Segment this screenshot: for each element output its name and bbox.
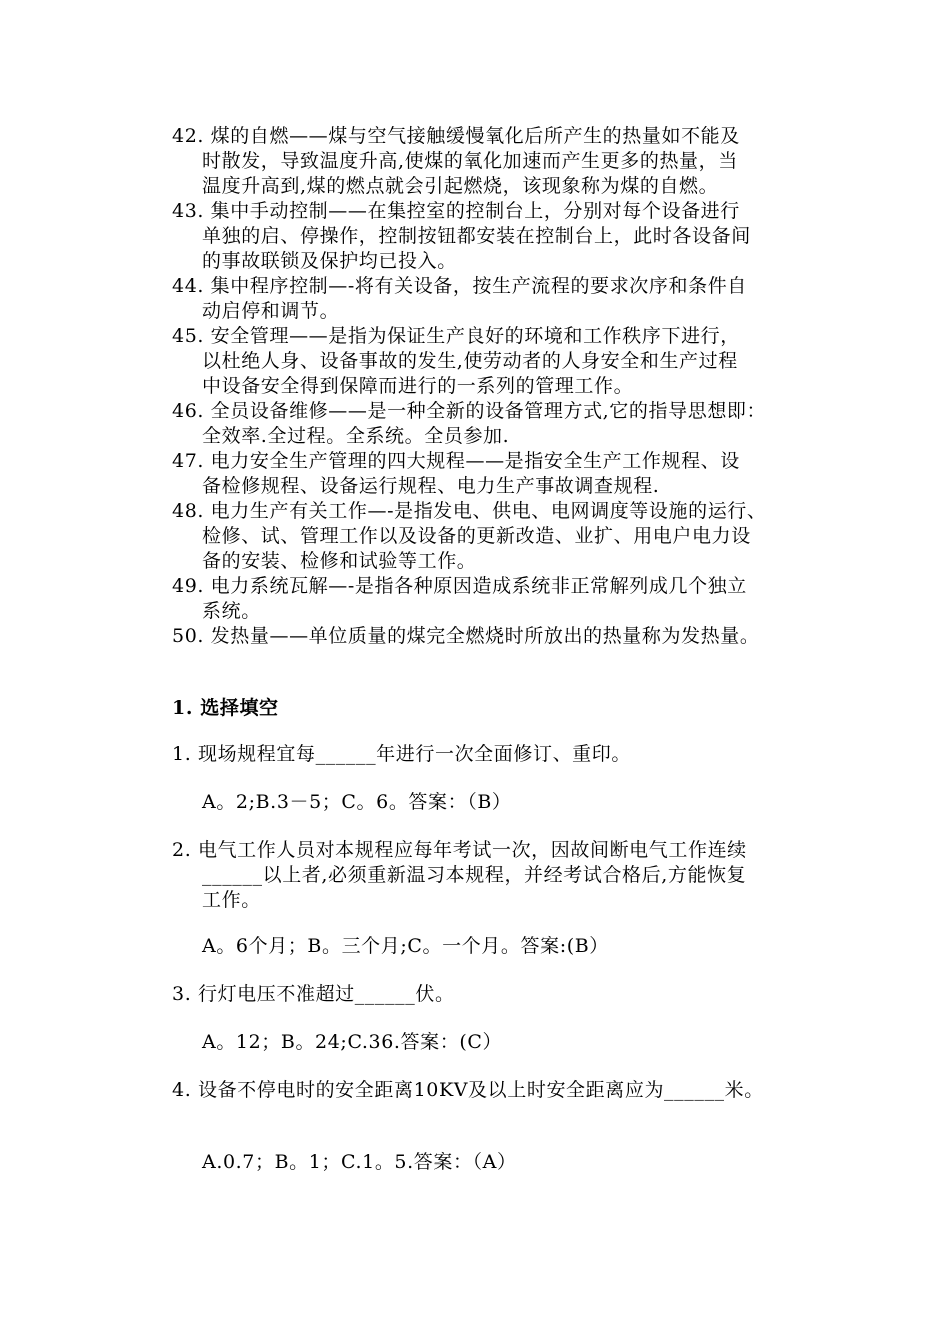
definition-48-line-3: 备的安装、检修和试验等工作。 — [202, 550, 477, 572]
definition-text: 集中手动控制——在集控室的控制台上，分别对每个设备进行 — [210, 200, 740, 222]
definition-47-line-2: 备检修规程、设备运行规程、电力生产事故调查规程. — [202, 475, 660, 497]
question-2-options: A。6个月；B。三个月;C。一个月。答案:(B） — [202, 935, 609, 957]
question-3-line-1 — [172, 982, 455, 1006]
question-2-line-2: ______以上者,必须重新温习本规程，并经考试合格后,方能恢复 — [202, 864, 747, 886]
question-number: 2. — [172, 839, 192, 861]
definition-43-line-3: 的事故联锁及保护均已投入。 — [202, 250, 457, 272]
definition-number: 43. — [172, 200, 205, 222]
definition-number: 48. — [172, 500, 205, 522]
definition-text: 电力安全生产管理的四大规程——是指安全生产工作规程、设 — [210, 450, 740, 472]
definition-text: 全员设备维修——是一种全新的设备管理方式,它的指导思想即： — [210, 400, 767, 422]
definition-45-line-2: 以杜绝人身、设备事故的发生,使劳动者的人身安全和生产过程 — [202, 350, 738, 372]
question-text: 现场规程宜每______年进行一次全面修订、重印。 — [197, 743, 631, 765]
definition-text: 安全管理——是指为保证生产良好的环境和工作秩序下进行， — [210, 325, 740, 347]
section-heading: 1. 选择填空 — [172, 697, 279, 719]
question-4-options: A.0.7；B。1；C.1。5.答案：（A） — [202, 1151, 517, 1173]
definition-48-line-1 — [172, 499, 767, 523]
question-3-options: A。12；B。24;C.36.答案：(C） — [202, 1031, 503, 1053]
definition-49-line-1 — [172, 574, 747, 598]
question-text: 设备不停电时的安全距离10KV及以上时安全距离应为______米。 — [197, 1079, 764, 1101]
definition-43-line-2: 单独的启、停操作，控制按钮都安装在控制台上，此时各设备间 — [202, 225, 751, 247]
definition-47-line-1 — [172, 449, 740, 473]
definition-text: 发热量——单位质量的煤完全燃烧时所放出的热量称为发热量。 — [210, 625, 760, 647]
definition-48-line-2: 检修、试、管理工作以及设备的更新改造、业扩、用电户电力设 — [202, 525, 751, 547]
definition-number: 44. — [172, 275, 205, 297]
definition-45-line-3: 中设备安全得到保障而进行的一系列的管理工作。 — [202, 375, 634, 397]
definition-45-line-1 — [172, 324, 740, 348]
definition-number: 47. — [172, 450, 205, 472]
definition-text: 煤的自燃——煤与空气接触缓慢氧化后所产生的热量如不能及 — [210, 125, 740, 147]
definition-number: 50. — [172, 625, 205, 647]
definition-44-line-2: 动启停和调节。 — [202, 300, 340, 322]
question-text: 电气工作人员对本规程应每年考试一次，因故间断电气工作连续 — [197, 839, 747, 861]
definition-46-line-2: 全效率.全过程。全系统。全员参加. — [202, 425, 510, 447]
definition-46-line-1 — [172, 399, 766, 423]
definition-43-line-1 — [172, 199, 740, 223]
question-1-line-1 — [172, 742, 631, 766]
definition-49-line-2: 系统。 — [202, 600, 261, 622]
definition-number: 45. — [172, 325, 205, 347]
question-number: 4. — [172, 1079, 192, 1101]
question-text: 行灯电压不准超过______伏。 — [197, 983, 455, 1005]
definition-text: 电力系统瓦解—-是指各种原因造成系统非正常解列成几个独立 — [210, 575, 747, 597]
definition-text: 电力生产有关工作—-是指发电、供电、电网调度等设施的运行、 — [210, 500, 767, 522]
definition-number: 42. — [172, 125, 205, 147]
question-2-line-3: 工作。 — [202, 889, 261, 911]
question-number: 3. — [172, 983, 192, 1005]
definition-number: 46. — [172, 400, 205, 422]
definition-42-line-1 — [172, 124, 740, 148]
definition-50-line-1 — [172, 624, 759, 648]
definition-42-line-2: 时散发，导致温度升高,使煤的氧化加速而产生更多的热量，当 — [202, 150, 738, 172]
question-1-options: A。2;B.3－5；C。6。答案：（B） — [202, 791, 512, 813]
question-number: 1. — [172, 743, 192, 765]
definition-number: 49. — [172, 575, 205, 597]
definition-42-line-3: 温度升高到,煤的燃点就会引起燃烧，该现象称为煤的自燃。 — [202, 175, 719, 197]
definition-44-line-1 — [172, 274, 747, 298]
question-4-line-1 — [172, 1078, 764, 1102]
question-2-line-1 — [172, 838, 747, 862]
definition-text: 集中程序控制—-将有关设备，按生产流程的要求次序和条件自 — [210, 275, 747, 297]
